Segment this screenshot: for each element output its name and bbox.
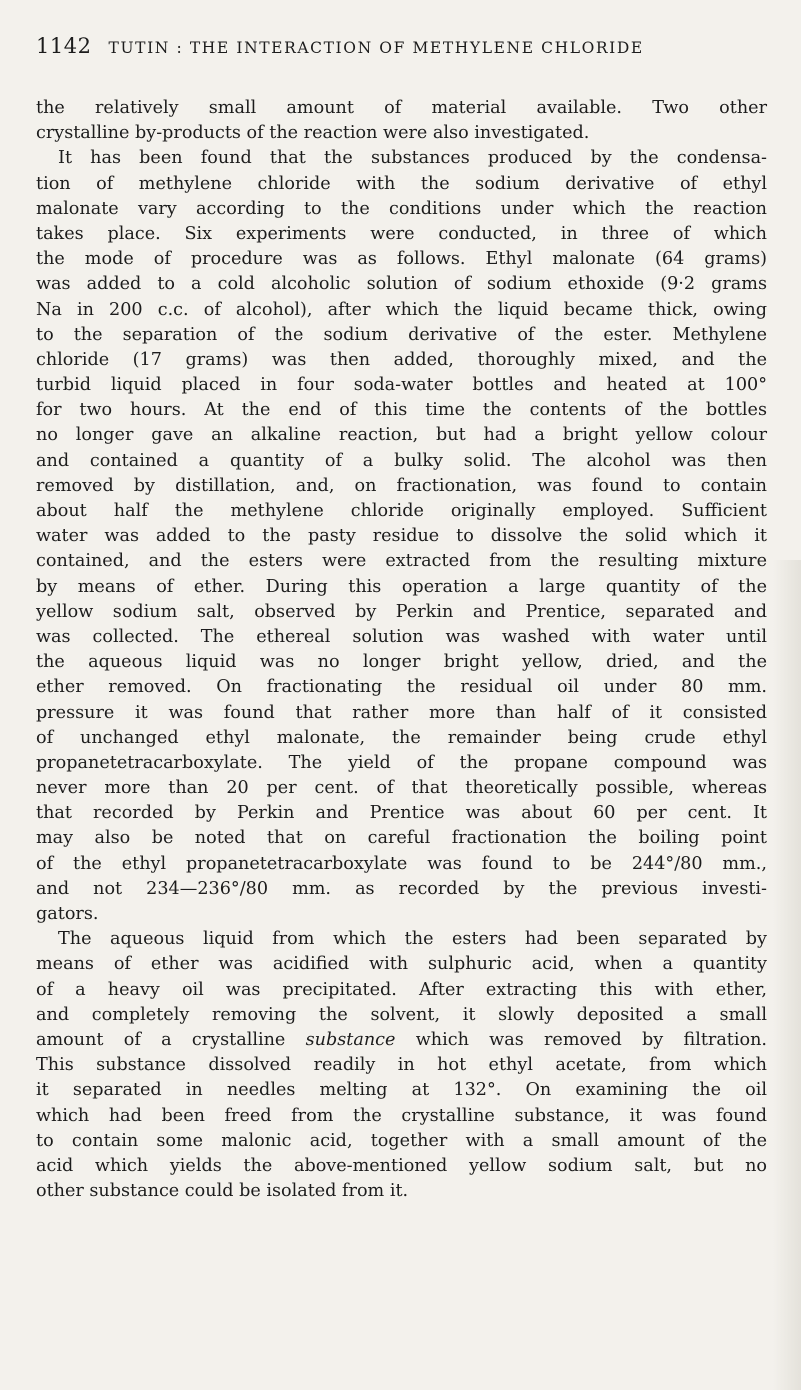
text-line: the aqueous liquid was no longer bright yellow, dried, and the (36, 652, 767, 673)
running-header (36, 34, 756, 62)
page-edge-shadow (773, 560, 801, 1390)
text-line: removed by distillation, and, on fractionation, was found to contain (36, 475, 767, 496)
text-line: never more than 20 per cent. of that theoretically possible, whereas (36, 778, 767, 799)
text-line: contained, and the esters were extracted from the resulting mixture (36, 551, 767, 572)
text-line: pressure it was found that rather more than half of it consisted (36, 702, 767, 723)
text-line: by means of ether. During this operation a large quantity of the (36, 576, 767, 597)
paragraph-start-line: The aqueous liquid from which the esters had been separated by (58, 929, 767, 950)
text-line: Na in 200 c.c. of alcohol), after which the liquid became thick, owing (36, 299, 767, 320)
text-line: gators. (36, 904, 99, 924)
text-line: of the ethyl propanetetracarboxylate was found to be 244°/80 mm., (36, 853, 767, 874)
text-line-with-italic (36, 1028, 767, 1053)
running-title: TUTIN : THE INTERACTION OF METHYLENE CHLORIDE (108, 39, 644, 57)
text-line: chloride (17 grams) was then added, thoroughly mixed, and the (36, 349, 767, 370)
text-line: turbid liquid placed in four soda-water bottles and heated at 100° (36, 375, 767, 396)
text-line: was collected. The ethereal solution was washed with water until (36, 626, 767, 647)
text-line: it separated in needles melting at 132°. On examining the oil (36, 1080, 767, 1101)
text-line: ether removed. On fractionating the residual oil under 80 mm. (36, 677, 767, 698)
text-line: that recorded by Perkin and Prentice was about 60 per cent. It (36, 803, 767, 824)
text-line: propanetetracarboxylate. The yield of the propane compound was (36, 752, 767, 773)
text-line: of unchanged ethyl malonate, the remainder being crude ethyl (36, 727, 767, 748)
text-line: means of ether was acidified with sulphuric acid, when a quantity (36, 954, 767, 975)
page-number: 1142 (36, 34, 92, 58)
italic-term: substance (305, 1029, 396, 1050)
text-line: water was added to the pasty residue to dissolve the solid which it (36, 526, 767, 547)
text-line: no longer gave an alkaline reaction, but had a bright yellow colour (36, 425, 767, 446)
text-line: for two hours. At the end of this time the contents of the bottles (36, 400, 767, 421)
text-line: takes place. Six experiments were conducted, in three of which (36, 223, 767, 244)
text-line: and contained a quantity of a bulky solid. The alcohol was then (36, 450, 767, 471)
text-line: which had been freed from the crystalline substance, it was found (36, 1105, 767, 1126)
text-line: This substance dissolved readily in hot ethyl acetate, from which (36, 1055, 767, 1076)
text-line: tion of methylene chloride with the sodium derivative of ethyl (36, 173, 767, 194)
text-line: crystalline by-products of the reaction were also investigated. (36, 123, 590, 144)
text-segment: which was removed by filtration. (415, 1029, 768, 1050)
text-line: the relatively small amount of material available. Two other (36, 98, 767, 118)
text-line: other substance could be isolated from it. (36, 1181, 409, 1202)
text-line: about half the methylene chloride originally employed. Sufficient (36, 501, 767, 521)
paragraph-start-line: It has been found that the substances produced by the condensa- (58, 148, 767, 169)
text-segment: amount of a crystalline (36, 1029, 286, 1050)
text-line: the mode of procedure was as follows. Ethyl malonate (64 grams) (36, 249, 767, 270)
text-line: was added to a cold alcoholic solution of sodium ethoxide (9·2 grams (36, 274, 767, 295)
text-line: to contain some malonic acid, together with a small amount of the (36, 1130, 767, 1151)
text-line: to the separation of the sodium derivative of the ester. Methylene (36, 324, 767, 345)
text-line: acid which yields the above-mentioned yellow sodium salt, but no (36, 1155, 767, 1176)
text-line: yellow sodium salt, observed by Perkin and Prentice, separated and (36, 601, 767, 622)
text-line: of a heavy oil was precipitated. After extracting this with ether, (36, 979, 767, 1000)
body-text (36, 96, 767, 1204)
text-line: and not 234—236°/80 mm. as recorded by the previous investi- (36, 878, 767, 899)
text-line: malonate vary according to the conditions under which the reaction (36, 198, 767, 219)
text-line: may also be noted that on careful fractionation the boiling point (36, 828, 767, 849)
text-line: and completely removing the solvent, it slowly deposited a small (36, 1004, 767, 1025)
